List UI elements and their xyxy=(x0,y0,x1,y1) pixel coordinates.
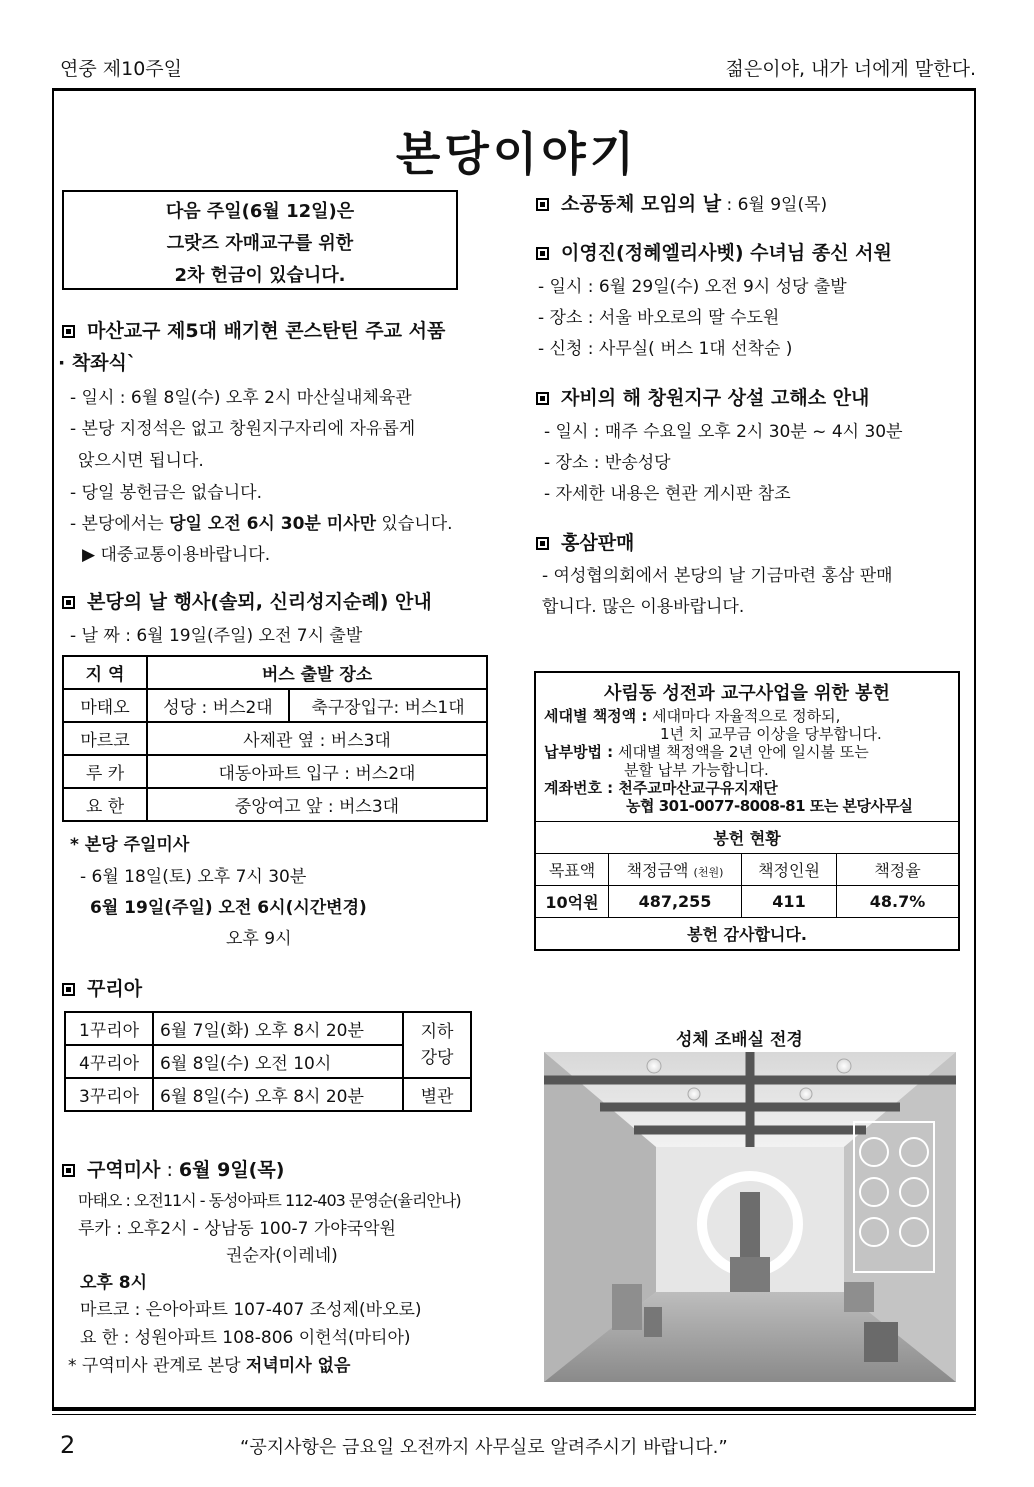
square-bullet-icon xyxy=(62,983,75,996)
nun-date: - 일시 : 6월 29일(수) 오전 9시 성당 출발 xyxy=(538,277,847,297)
confession-date: - 일시 : 매주 수요일 오후 2시 30분 ~ 4시 30분 xyxy=(544,422,903,442)
ginseng-line-1: - 여성협의회에서 본당의 날 기금마련 홍삼 판매 xyxy=(542,566,893,586)
pledged-amount: 487,255 xyxy=(609,886,742,918)
district-evening: 오후 8시 xyxy=(80,1273,148,1293)
bishop-mass: - 본당에서는 당일 오전 6시 30분 미사만 있습니다. xyxy=(70,514,453,534)
donation-status-table: 봉헌 현황 목표액 책정금액 (천원) 책정인원 책정율 10억원 487,255 411 48.7% 봉헌 감사합니다. xyxy=(536,821,958,949)
frame-bottom-thin-rule xyxy=(52,1414,976,1415)
photo-caption: 성체 조배실 전경 xyxy=(676,1030,803,1050)
goal-value: 10억원 xyxy=(536,886,609,918)
donation-account-2: 농협 301-0077-8008-81 또는 본당사무실 xyxy=(626,797,913,815)
square-bullet-icon xyxy=(536,247,549,260)
district-note: * 구역미사 관계로 본당 저녁미사 없음 xyxy=(68,1356,351,1376)
donation-amount-2: 1년 치 교무금 이상을 당부합니다. xyxy=(660,725,882,743)
table-row: 3꾸리아 6월 8일(수) 오후 8시 20분 별관 xyxy=(65,1078,471,1111)
donation-amount: 세대별 책정액 : 세대마다 자율적으로 정하되, xyxy=(544,707,841,725)
page-number: 2 xyxy=(60,1431,76,1459)
pledged-rate: 48.7% xyxy=(837,886,959,918)
kuria-heading: 꾸리아 xyxy=(62,974,142,1001)
district-luke: 루카 : 오후2시 - 상남동 100-7 가야국악원 xyxy=(78,1219,396,1239)
bishop-offering: - 당일 봉헌금은 없습니다. xyxy=(70,483,262,503)
feast-date: - 날 짜 : 6월 19일(주일) 오전 7시 출발 xyxy=(70,626,363,646)
ginseng-heading: 홍삼판매 xyxy=(536,528,634,555)
ginseng-line-2: 합니다. 많은 이용바랍니다. xyxy=(542,597,745,617)
donation-method: 납부방법 : 세대별 책정액을 2년 안에 일시불 또는 xyxy=(544,743,869,761)
bishop-date: - 일시 : 6월 8일(수) 오후 2시 마산실내체육관 xyxy=(70,388,412,408)
col-region: 지 역 xyxy=(63,656,147,689)
table-row: 4꾸리아 6월 8일(수) 오전 10시 xyxy=(65,1045,471,1078)
table-row: 마르코 사제관 옆 : 버스3대 xyxy=(63,722,487,755)
page-title: 본당이야기 xyxy=(395,127,639,181)
table-row: 루 카 대동아파트 입구 : 버스2대 xyxy=(63,755,487,788)
notice-line: 그랏즈 자매교구를 위한 xyxy=(166,233,354,254)
bishop-seat: - 본당 지정석은 없고 창원지구자리에 자유롭게 xyxy=(70,419,416,439)
district-luke-2: 권순자(이레네) xyxy=(226,1246,338,1266)
frame-bottom-rule xyxy=(52,1407,976,1411)
chapel-photo xyxy=(544,1052,956,1382)
square-bullet-icon xyxy=(62,1164,75,1177)
district-mark: 마르코 : 은아아파트 107-407 조성제(바오로) xyxy=(80,1300,422,1320)
bishop-heading-2: · 착좌식` xyxy=(58,352,137,374)
issue-label: 연중 제10주일 xyxy=(60,58,182,80)
table-row: 요 한 중앙여고 앞 : 버스3대 xyxy=(63,788,487,821)
status-title: 봉헌 현황 xyxy=(536,822,958,854)
district-mass-heading: 구역미사 : 6월 9일(목) xyxy=(62,1155,284,1182)
footer-note: “공지사항은 금요일 오전까지 사무실로 알려주시기 바랍니다.” xyxy=(240,1437,728,1458)
notice-line: 2차 헌금이 있습니다. xyxy=(174,265,346,286)
sunday-mass-evening: 오후 9시 xyxy=(226,929,292,949)
square-bullet-icon xyxy=(536,537,549,550)
table-row: 마태오 성당 : 버스2대 축구장입구: 버스1대 xyxy=(63,689,487,722)
donation-method-2: 분할 납부 가능합니다. xyxy=(624,761,769,779)
donation-box xyxy=(534,671,960,951)
pledged-count: 411 xyxy=(742,886,837,918)
nun-heading: 이영진(정혜엘리사벳) 수녀님 종신 서원 xyxy=(536,238,892,265)
square-bullet-icon xyxy=(62,325,75,338)
kuria-table xyxy=(64,1011,472,1112)
district-john: 요 한 : 성원아파트 108-806 이헌석(마티아) xyxy=(80,1328,411,1348)
slogan: 젊은이야, 내가 너에게 말한다. xyxy=(725,58,976,80)
notice-line: 다음 주일(6월 12일)은 xyxy=(165,201,355,222)
confession-place: - 장소 : 반송성당 xyxy=(544,453,671,473)
bus-table xyxy=(62,655,488,822)
square-bullet-icon xyxy=(62,596,75,609)
offering-notice-box xyxy=(62,190,458,290)
nun-place: - 장소 : 서울 바오로의 딸 수도원 xyxy=(538,308,780,328)
sunday-mass-sat: - 6월 18일(토) 오후 7시 30분 xyxy=(80,867,307,887)
square-bullet-icon xyxy=(536,198,549,211)
donation-thanks: 봉헌 감사합니다. xyxy=(536,918,958,950)
bishop-seat-2: 앉으시면 됩니다. xyxy=(78,451,204,471)
confession-heading: 자비의 해 창원지구 상설 고해소 안내 xyxy=(536,383,869,410)
table-row: 1꾸리아 6월 7일(화) 오후 8시 20분 지하 강당 xyxy=(65,1012,471,1045)
sunday-mass-sun: 6월 19일(주일) 오전 6시(시간변경) xyxy=(90,898,367,918)
confession-note: - 자세한 내용은 현관 게시판 참조 xyxy=(544,484,791,504)
square-bullet-icon xyxy=(536,392,549,405)
donation-account: 계좌번호 : 천주교마산교구유지재단 xyxy=(544,779,778,797)
bishop-heading: 마산교구 제5대 배기현 콘스탄틴 주교 서품 xyxy=(62,316,445,343)
feast-heading: 본당의 날 행사(솔뫼, 신리성지순례) 안내 xyxy=(62,587,432,614)
sunday-mass-heading: * 본당 주일미사 xyxy=(70,835,190,855)
donation-title: 사림동 성전과 교구사업을 위한 봉헌 xyxy=(604,683,890,704)
community-day-heading: 소공동체 모임의 날 : 6월 9일(목) xyxy=(536,189,827,216)
bishop-transit: ▶ 대중교통이용바랍니다. xyxy=(82,545,271,565)
nun-apply: - 신청 : 사무실( 버스 1대 선착순 ) xyxy=(538,339,793,359)
district-matthew: 마태오 : 오전11시 - 동성아파트 112-403 문영순(율리안나) xyxy=(78,1191,461,1210)
col-place: 버스 출발 장소 xyxy=(147,656,487,689)
